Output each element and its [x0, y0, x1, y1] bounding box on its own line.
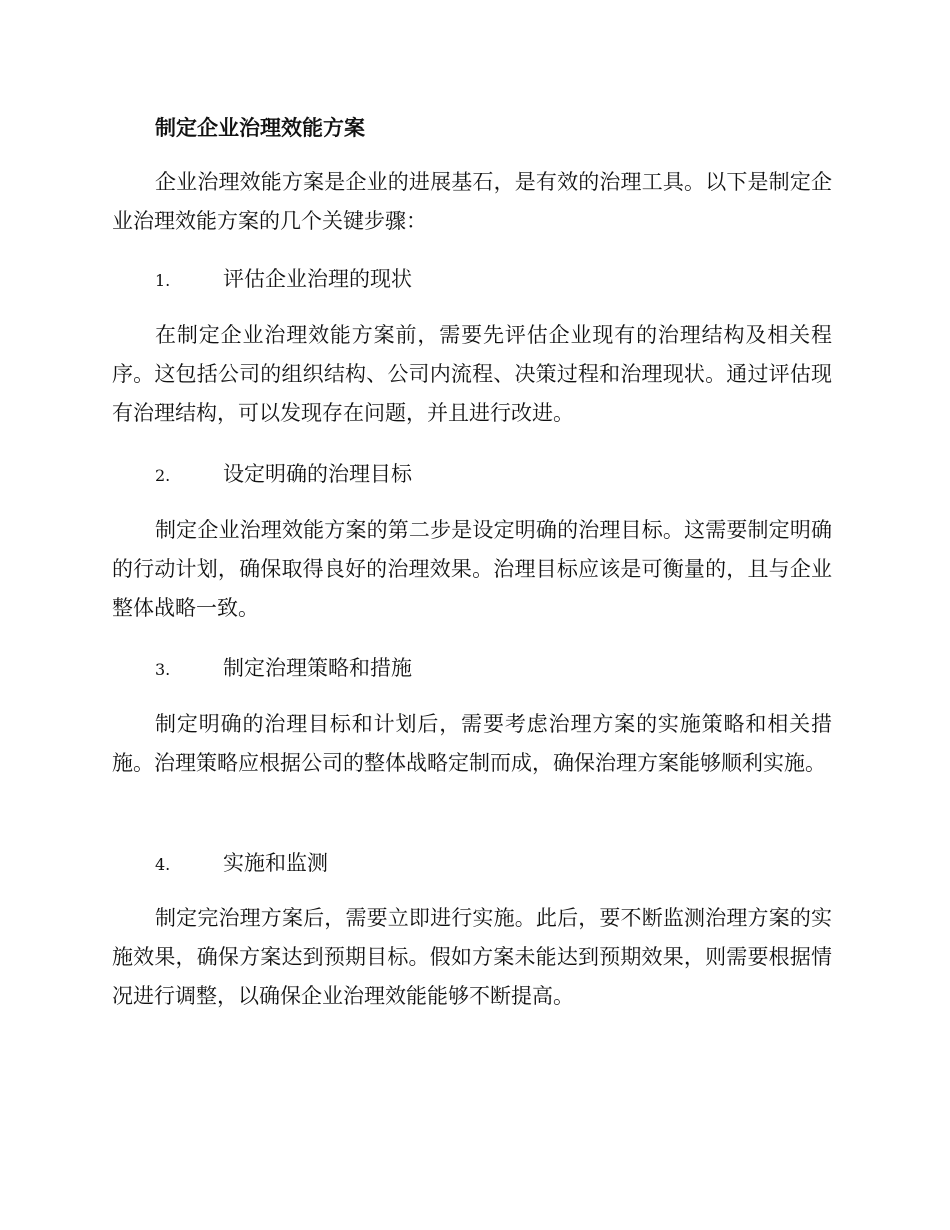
step-paragraph-3: 制定明确的治理目标和计划后，需要考虑治理方案的实施策略和相关措施。治理策略应根据公司的整体战略定制而成，确保治理方案能够顺利实施。: [112, 712, 832, 775]
step-number: 1.: [155, 271, 171, 290]
step-heading-1: [155, 263, 412, 297]
step-paragraph-4: 制定完治理方案后，需要立即进行实施。此后，要不断监测治理方案的实施效果，确保方案达到预期目标。假如方案未能达到预期效果，则需要根据情况进行调整，以确保企业治理效能能够不断提高。: [112, 906, 832, 1008]
step-heading-text: 评估企业治理的现状: [223, 267, 412, 291]
intro-paragraph: 企业治理效能方案是企业的进展基石，是有效的治理工具。以下是制定企业治理效能方案的几个关键步骤：: [112, 170, 832, 233]
step-heading-4: [155, 847, 328, 881]
step-paragraph-1: 在制定企业治理效能方案前，需要先评估企业现有的治理结构及相关程序。这包括公司的组织结构、公司内流程、决策过程和治理现状。通过评估现有治理结构，可以发现存在问题，并且进行改进。: [112, 323, 832, 425]
step-number: 2.: [155, 466, 171, 485]
document-title: 制定企业治理效能方案: [155, 115, 365, 140]
step-paragraph-2: 制定企业治理效能方案的第二步是设定明确的治理目标。这需要制定明确的行动计划，确保取得良好的治理效果。治理目标应该是可衡量的，且与企业整体战略一致。: [112, 518, 832, 620]
step-heading-text: 制定治理策略和措施: [223, 656, 412, 680]
step-number: 4.: [155, 855, 171, 874]
step-heading-3: [155, 652, 412, 686]
step-heading-2: [155, 458, 412, 492]
step-number: 3.: [155, 660, 171, 679]
step-heading-text: 实施和监测: [223, 851, 328, 875]
step-heading-text: 设定明确的治理目标: [223, 462, 412, 486]
